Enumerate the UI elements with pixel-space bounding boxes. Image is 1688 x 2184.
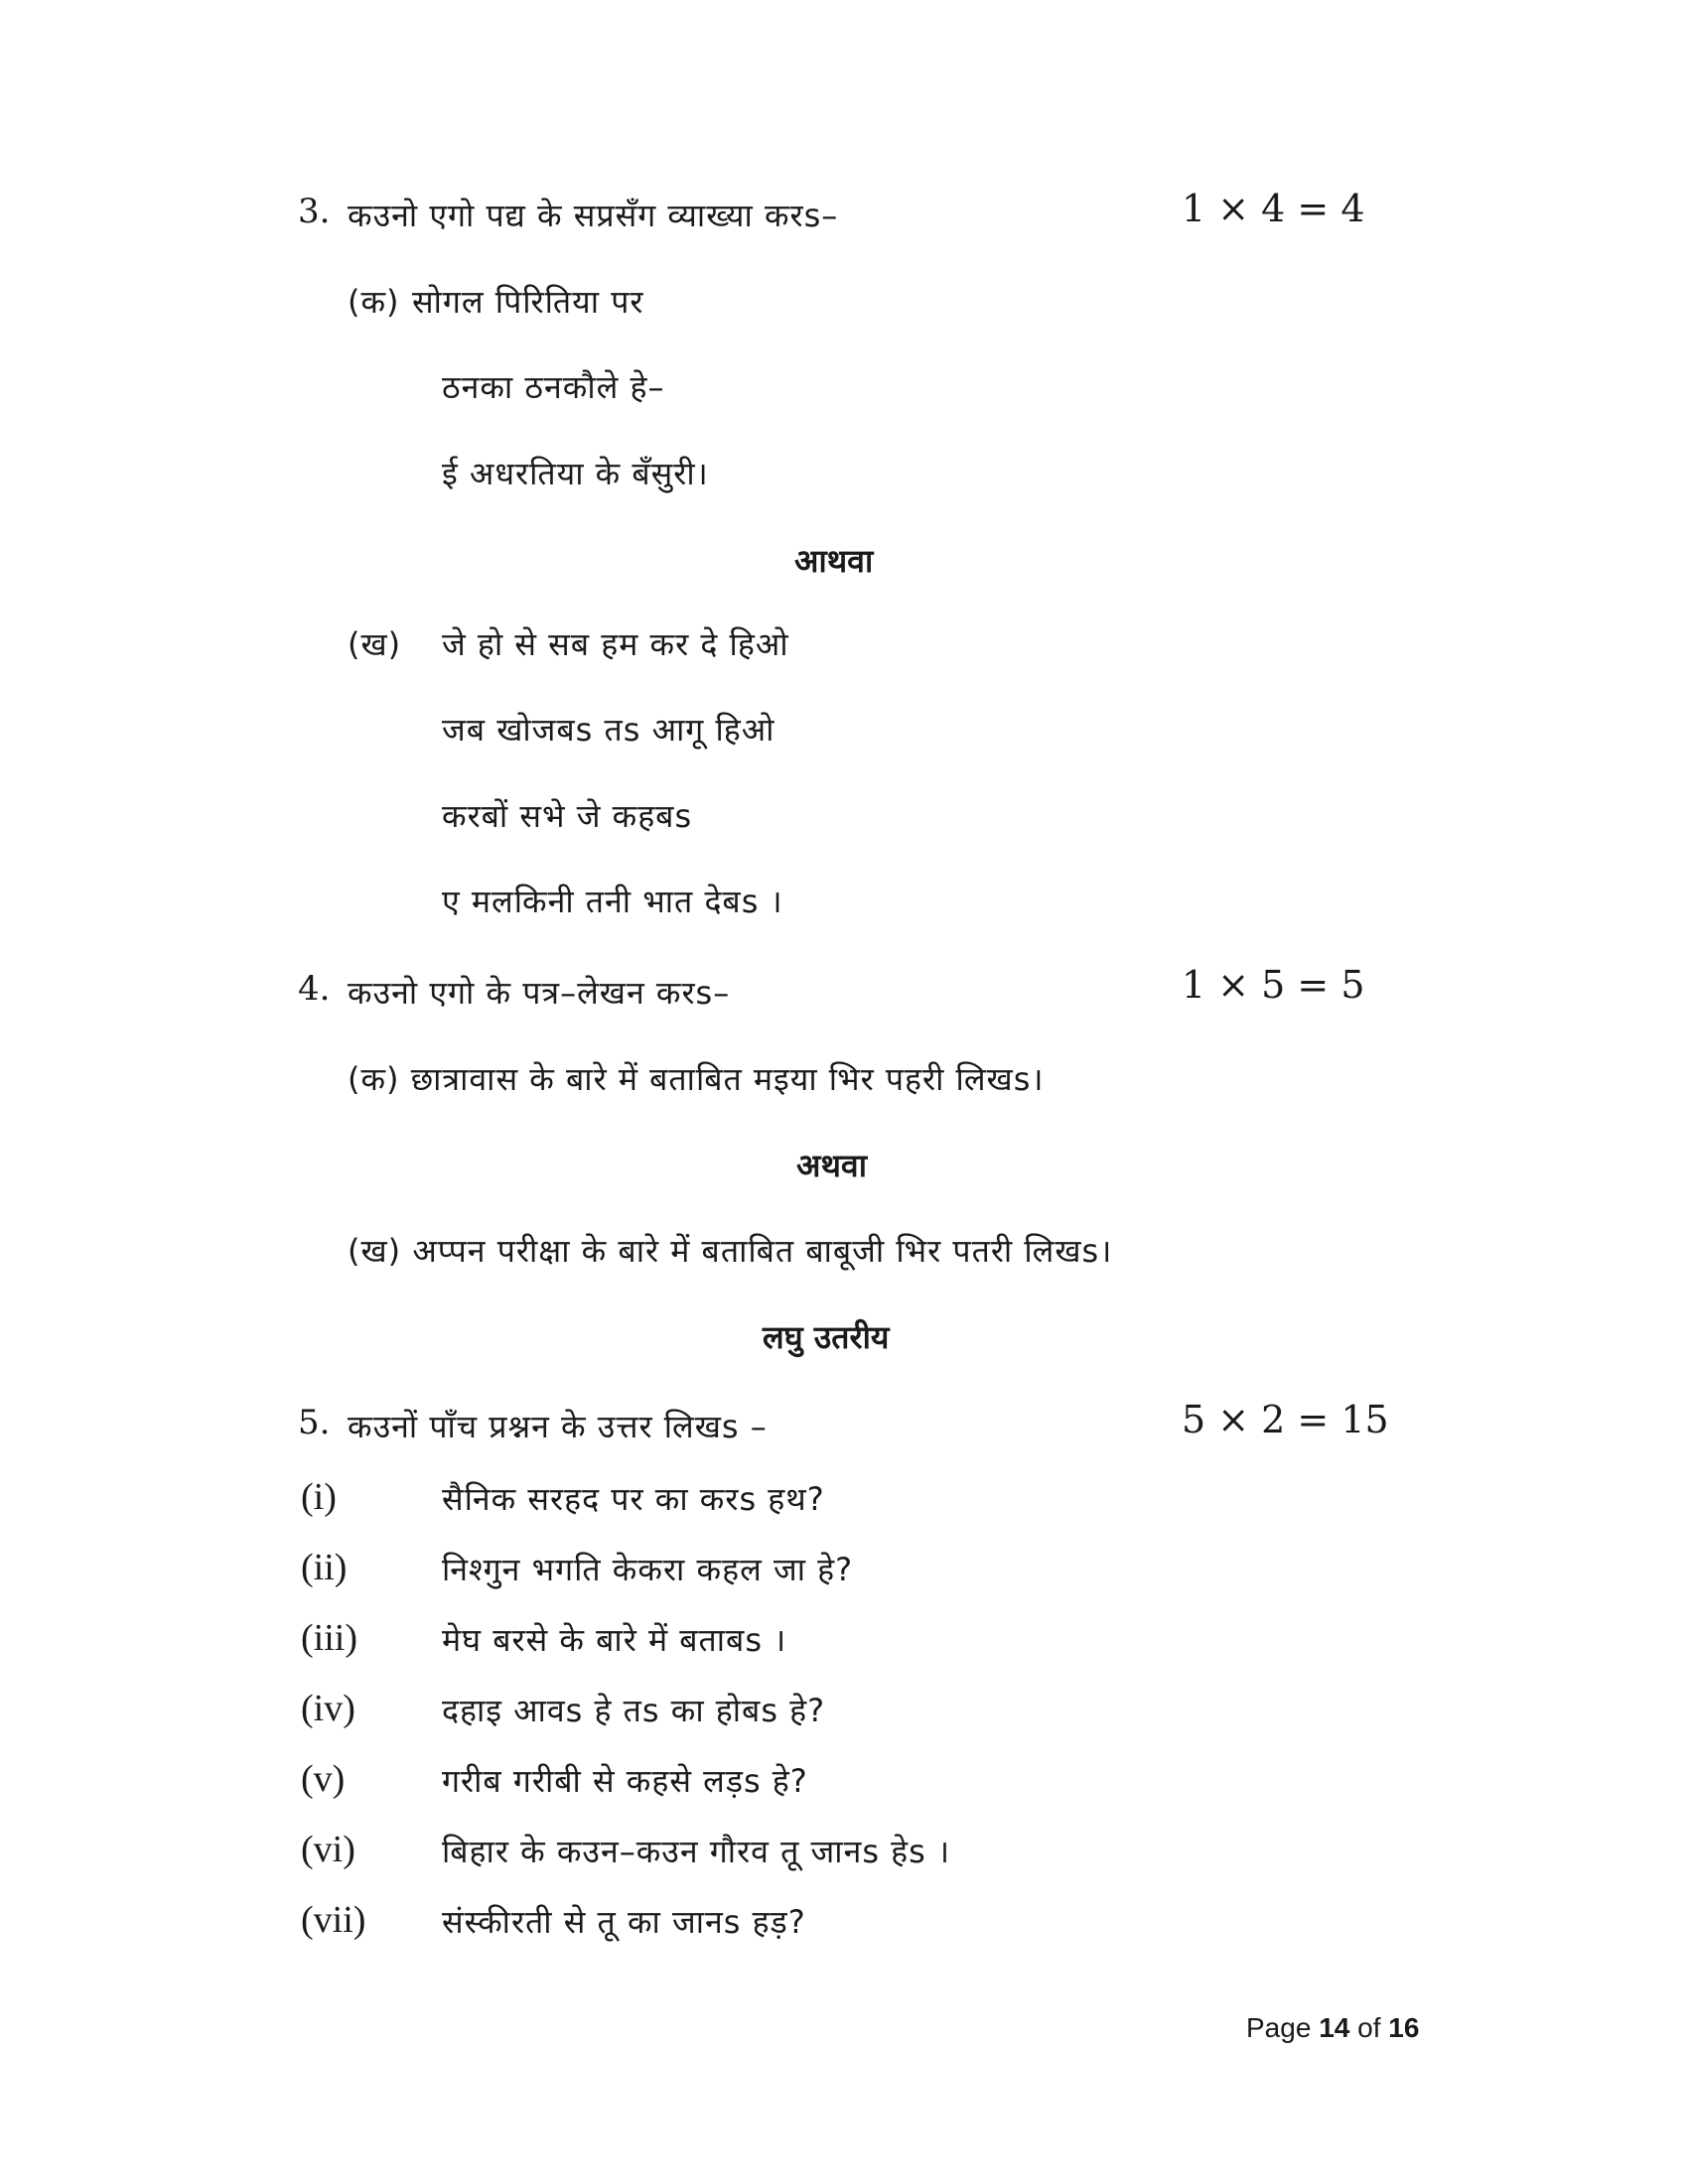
q3-number: 3.: [298, 192, 331, 231]
footer-middle: of: [1357, 2012, 1381, 2043]
q3-option-a-line: ई अधरतिया के बँसुरी।: [442, 455, 709, 492]
q3-option-b-line: जब खोजबs तs आगू हिओ: [442, 711, 775, 749]
footer-prefix: Page: [1246, 2012, 1312, 2043]
q3-prompt: कउनो एगो पद्य के सप्रसँग व्याख्या करs–: [348, 197, 839, 234]
q3-option-b-label: (ख): [348, 625, 402, 663]
section-heading: लघु उतरीय: [763, 1318, 890, 1356]
q5-item-number: (v): [301, 1758, 346, 1800]
q5-item-text: मेघ बरसे के बारे में बताबs ।: [442, 1621, 787, 1659]
q3-option-a-label: (क): [348, 283, 400, 321]
q3-option-b-line: करबों सभे जे कहबs: [442, 797, 693, 835]
q5-item-number: (iv): [301, 1688, 355, 1729]
q3-option-b-line: जे हो से सब हम कर दे हिओ: [442, 625, 789, 663]
q5-item-number: (vi): [301, 1829, 355, 1870]
q5-item-text: बिहार के कउन–कउन गौरव तू जानs हेs ।: [442, 1833, 951, 1870]
q4-marks: 1 × 5 = 5: [1182, 963, 1365, 1007]
footer-current-page: 14: [1319, 2012, 1350, 2043]
q5-prompt: कउनों पाँच प्रश्नन के उत्तर लिखs –: [348, 1408, 768, 1445]
footer-total-pages: 16: [1388, 2012, 1420, 2043]
q5-item-text: निश्गुन भगति केकरा कहल जा हे?: [442, 1551, 854, 1588]
q5-item-number: (iii): [301, 1617, 357, 1659]
page-footer: [1246, 2012, 1419, 2044]
q5-item-text: दहाइ आवs हे तs का होबs हे?: [442, 1692, 826, 1729]
q3-marks: 1 × 4 = 4: [1182, 187, 1365, 230]
q5-item-text: गरीब गरीबी से कहसे लड़s हे?: [442, 1762, 808, 1800]
q5-item-text: सैनिक सरहद पर का करs हथ?: [442, 1480, 825, 1518]
q3-option-b-line: ए मलकिनी तनी भात देबs ।: [442, 883, 783, 920]
q4-prompt: कउनो एगो के पत्र–लेखन करs–: [348, 974, 731, 1012]
q4-or-text: अथवा: [796, 1147, 867, 1184]
q3-or-text: आथवा: [794, 542, 874, 580]
q5-item-number: (i): [301, 1476, 337, 1518]
q4-option-a: (क) छात्रावास के बारे में बताबित मइया भिर पहरी लिखs।: [348, 1060, 1045, 1098]
q5-number: 5.: [298, 1403, 331, 1442]
q4-number: 4.: [298, 969, 331, 1009]
q5-marks: 5 × 2 = 15: [1182, 1398, 1389, 1441]
q5-item-text: संस्कीरती से तू का जानs हड़?: [442, 1903, 806, 1941]
q5-item-number: (ii): [301, 1547, 348, 1588]
q5-item-number: (vii): [301, 1899, 366, 1941]
q3-option-a-line: ठनका ठनकौले हे–: [442, 368, 665, 406]
q4-option-b: (ख) अप्पन परीक्षा के बारे में बताबित बाबूजी भिर पतरी लिखs।: [348, 1232, 1113, 1270]
q3-option-a-line: सोगल पिरितिया पर: [412, 283, 644, 321]
